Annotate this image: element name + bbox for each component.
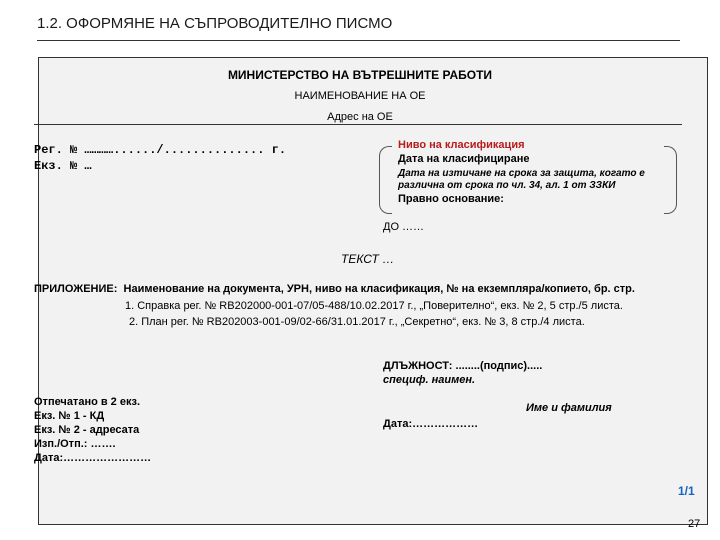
- classification-bracket-left: [379, 146, 392, 214]
- classification-level: Ниво на класификация: [398, 139, 525, 151]
- copy-number: Екз. № …: [34, 159, 92, 173]
- classification-expiry-line-1: Дата на изтичане на срока за защита, когато е: [398, 168, 645, 179]
- slide-title: 1.2. ОФОРМЯНЕ НА СЪПРОВОДИТЕЛНО ПИСМО: [37, 15, 393, 32]
- print-info-copy-1: Екз. № 1 - КД: [34, 410, 105, 422]
- attachment-description: Наименование на документа, УРН, ниво на класификация, № на екземпляра/копието, бр. стр.: [123, 283, 635, 295]
- classification-date: Дата на класифициране: [398, 153, 530, 165]
- attachment-label: ПРИЛОЖЕНИЕ:: [34, 283, 118, 295]
- signature-spec-name: специф. наимен.: [383, 374, 476, 386]
- letter-body: ТЕКСТ …: [341, 252, 395, 266]
- attachment-line: [34, 283, 635, 295]
- attachment-item: 1. Справка рег. № RB202000-001-07/05-488/10.02.2017 г., „Поверително“, екз. № 2, 5 стр./5 листа.: [125, 300, 623, 312]
- header-divider: [34, 124, 682, 125]
- signature-position: ДЛЪЖНОСТ: ........(подпис).....: [383, 360, 543, 372]
- print-info-executor: Изп./Отп.: …….: [34, 438, 116, 450]
- unit-address: Адрес на ОЕ: [327, 111, 393, 123]
- registration-number: Рег. № …………....../.............. г.: [34, 143, 287, 157]
- ministry-heading: МИНИСТЕРСТВО НА ВЪТРЕШНИТЕ РАБОТИ: [227, 68, 493, 82]
- slide-number: 27: [688, 518, 701, 530]
- signer-name: Име и фамилия: [526, 402, 612, 414]
- signature-date: Дата:………………: [383, 418, 479, 430]
- recipient: ДО ……: [383, 221, 425, 233]
- page-fraction: 1/1: [678, 484, 695, 498]
- print-info-copies: Отпечатано в 2 екз.: [34, 396, 140, 408]
- legal-basis: Правно основание:: [398, 193, 504, 205]
- classification-expiry-line-2: различна от срока по чл. 34, ал. 1 от ЗЗКИ: [398, 180, 616, 191]
- unit-name: НАИМЕНОВАНИЕ НА ОЕ: [294, 90, 426, 102]
- title-divider: [37, 40, 680, 41]
- attachment-item: 2. План рег. № RB202003-001-09/02-66/31.01.2017 г., „Секретно“, екз. № 3, 8 стр./4 листа.: [129, 316, 585, 328]
- print-info-date: Дата:……………………: [34, 452, 152, 464]
- classification-bracket-right: [664, 146, 677, 214]
- print-info-copy-2: Екз. № 2 - адресата: [34, 424, 140, 436]
- print-info: [34, 395, 151, 465]
